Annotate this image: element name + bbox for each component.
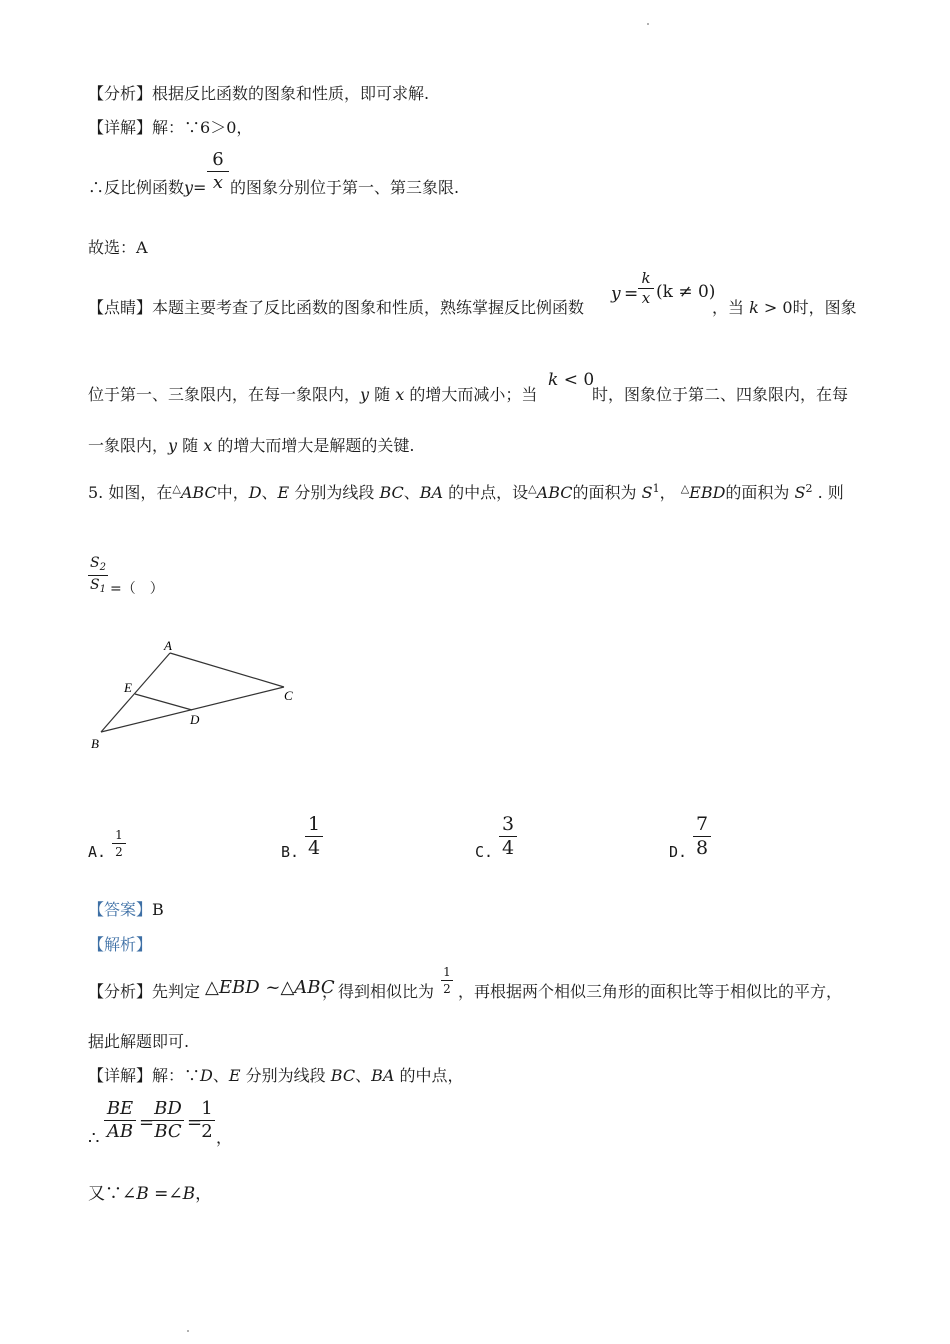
equals-1: =: [139, 1112, 155, 1133]
q4-key-point-line: 【点睛】本题主要考查了反比函数的图象和性质，熟练掌握反比例函数: [88, 298, 585, 317]
triangle-figure: [80, 632, 320, 762]
page-mark-top: [647, 23, 649, 25]
label-b: B: [91, 736, 99, 751]
option-b-letter: B.: [281, 843, 300, 861]
q5-detail-line: 【详解】解：∵D、E 分别为线段 BC、BA 的中点，: [88, 1066, 464, 1085]
equals-2: =: [187, 1112, 203, 1133]
q5-analysis-end: ，再根据两个相似三角形的面积比等于相似比的平方，: [458, 982, 843, 1001]
q4-answer-line: 故选：A: [88, 238, 148, 257]
key-point-line-2-tail: 时，图象位于第二、四象限内，在每: [592, 385, 849, 404]
q5-last-line: 又∵∠B =∠B，: [88, 1184, 213, 1204]
option-a-fraction: $\frac{1}{2}$: [112, 829, 126, 858]
fraction-one-half: $\frac{1}{2}$: [199, 1100, 215, 1141]
q5-jiexi-label: 【解析】: [88, 935, 153, 954]
key-point-line-2: 位于第一、三象限内，在每一象限内，y 随 x 的增大而减小；当: [88, 385, 538, 404]
formula-condition: (k ≠ 0): [656, 282, 716, 302]
segment-ed: [135, 694, 192, 710]
q4-analysis-line: [88, 84, 429, 103]
option-d-fraction: $\frac{7}{8}$: [693, 815, 711, 858]
q5-analysis-mid: ，得到相似比为: [322, 982, 435, 1001]
page-mark-bottom: [187, 1330, 189, 1332]
formula-y: y: [611, 284, 621, 304]
option-c-fraction: $\frac{3}{4}$: [499, 815, 517, 858]
segment-ac: [170, 653, 284, 687]
formula-eq: =: [624, 284, 639, 304]
option-c-letter: C.: [475, 843, 494, 861]
fraction-line-comma: ，: [216, 1128, 233, 1147]
answer-label: 【答案】: [88, 900, 153, 919]
q5-analysis-line: 【分析】先判定: [88, 982, 201, 1001]
formula-k-over-x: $\frac{k}{x}$: [638, 271, 654, 306]
q5-ratio-tail: =（ ）: [110, 581, 164, 597]
option-b-fraction: $\frac{1}{4}$: [305, 815, 323, 858]
therefore-symbol: ∴: [88, 1128, 100, 1149]
q5-answer-line: [88, 900, 164, 919]
segment-ab: [101, 653, 170, 732]
q5-stem: 5. 如图，在△ABC中，D、E 分别为线段 BC、BA 的中点，设△ABC的面积为 $S^1$， △EBD的面积为 $S^2$ . 则: [88, 482, 844, 502]
q5-analysis-half: $\frac{1}{2}$: [441, 966, 453, 995]
label-e: E: [124, 680, 132, 695]
q4-detail-line: [88, 118, 252, 137]
fraction-be-ab: $\frac{BE}{AB}$: [104, 1100, 136, 1141]
analysis-label: 【分析】: [88, 84, 153, 103]
analysis-text: 根据反比函数的图象和性质，即可求解.: [152, 84, 430, 103]
key-point-k-lt-0: k < 0: [548, 370, 595, 390]
q5-analysis-line-2: 据此解题即可.: [88, 1032, 190, 1051]
q4-fraction-6-over-x: $\frac{6}{x}$: [207, 151, 229, 192]
key-point-line-3: 一象限内，y 随 x 的增大而增大是解题的关键.: [88, 436, 415, 455]
q4-conclusion-tail: 的图象分别位于第一、第三象限.: [230, 178, 460, 197]
label-a: A: [164, 638, 172, 653]
q5-ratio-s2-s1: $\frac{S_2}{S_1}$: [88, 556, 108, 595]
key-point-label: 【点睛】: [88, 298, 153, 317]
answer-value: B: [152, 900, 164, 919]
q4-conclusion-line: ∴反比例函数y=: [88, 178, 207, 197]
fraction-bd-bc: $\frac{BD}{BC}$: [152, 1100, 184, 1141]
option-d-letter: D.: [669, 843, 688, 861]
label-c: C: [284, 688, 293, 703]
label-d: D: [190, 712, 200, 727]
q5-similar-formula: △EBD ~△ABC: [205, 977, 335, 998]
detail-text: 解：∵6＞0，: [152, 118, 253, 137]
detail-label: 【详解】: [88, 118, 153, 137]
key-point-after: ，当 k > 0时，图象: [712, 298, 857, 317]
option-a-letter: A.: [88, 843, 107, 861]
